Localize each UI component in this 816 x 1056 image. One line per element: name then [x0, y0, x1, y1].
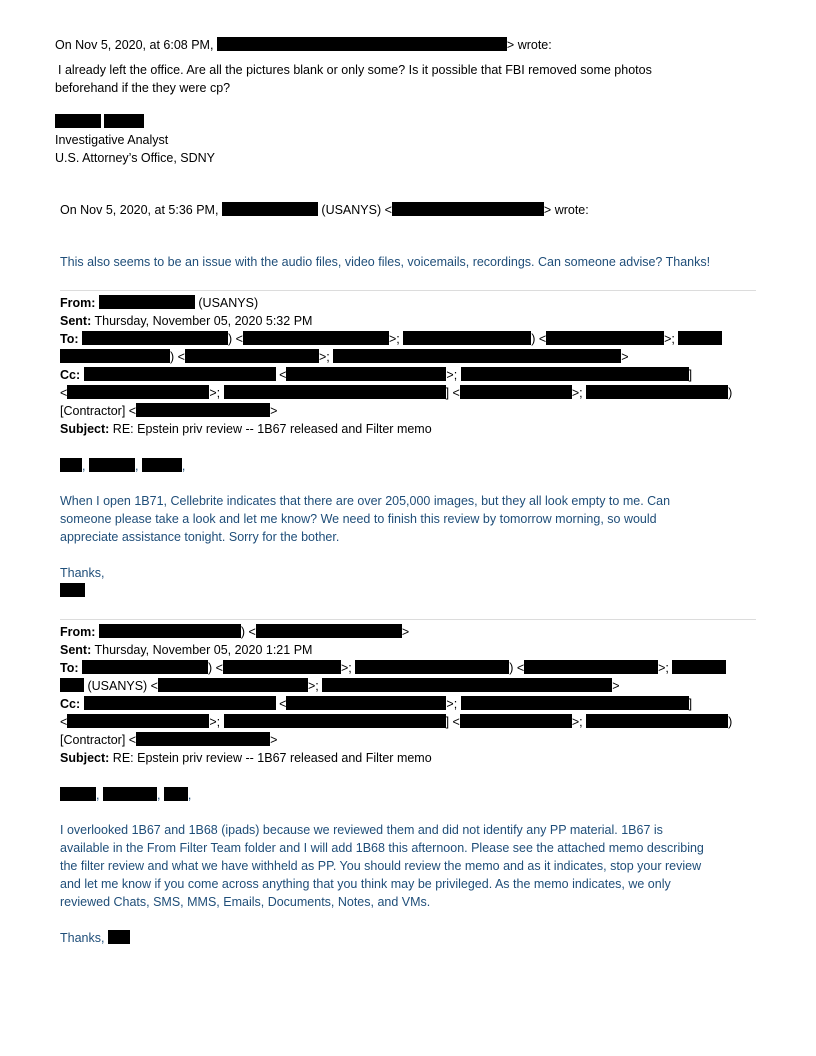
email1-body-line: When I open 1B71, Cellebrite indicates that there are over 205,000 images, but they all look empty to me. Can	[60, 494, 671, 508]
email2-to-label: To:	[60, 661, 79, 675]
email2-to-usanys: (USANYS) <	[87, 679, 158, 693]
email2-sent-label: Sent:	[60, 643, 92, 657]
reply2-header-mid: (USANYS) <	[321, 203, 392, 217]
reply1-header-suffix: > wrote:	[506, 38, 552, 52]
reply1-signature-title: Investigative Analyst	[55, 133, 169, 147]
redaction	[185, 349, 319, 363]
redaction	[546, 331, 664, 345]
redaction	[158, 678, 308, 692]
email2-body-line: reviewed Chats, SMS, MMS, Emails, Documents, Notes, and VMs.	[60, 895, 431, 909]
redaction	[108, 930, 130, 944]
redaction	[223, 660, 341, 674]
email2-from: From: ) < >	[60, 625, 410, 639]
reply2-header-suffix: > wrote:	[543, 203, 589, 217]
email1-cc-cont: < >; ] < >; )	[60, 386, 733, 400]
redaction	[392, 202, 544, 216]
email2-from-label: From:	[60, 625, 96, 639]
redaction	[60, 583, 85, 597]
redaction	[60, 787, 96, 801]
email2-subject-value: RE: Epstein priv review -- 1B67 released and Filter memo	[112, 751, 432, 765]
redaction	[256, 624, 402, 638]
redaction	[403, 331, 531, 345]
email1-from	[60, 294, 258, 312]
email1-body-line: appreciate assistance tonight. Sorry for the bother.	[60, 530, 340, 544]
redaction	[222, 202, 318, 216]
reply2-body: This also seems to be an issue with the audio files, video files, voicemails, recordings. Can someone advise? Thanks!	[60, 255, 711, 269]
reply1-header	[55, 36, 552, 54]
divider	[60, 290, 756, 291]
redaction	[67, 385, 209, 399]
email1-subject-value: RE: Epstein priv review -- 1B67 released and Filter memo	[112, 422, 432, 436]
redaction	[286, 696, 446, 710]
redaction	[586, 385, 728, 399]
email2-cc: Cc: < >; ]	[60, 697, 693, 711]
redaction	[84, 367, 276, 381]
reply1-body-line: beforehand if the they were cp?	[55, 81, 231, 95]
email1-signature	[60, 582, 85, 600]
redaction	[60, 678, 84, 692]
email2-cc-cont: < >; ] < >; )	[60, 715, 733, 729]
email2-subject-label: Subject:	[60, 751, 110, 765]
email1-sent-label: Sent:	[60, 314, 92, 328]
email2-subject	[60, 749, 432, 767]
redaction	[524, 660, 658, 674]
email2-to: To: ) < >; ) < >;	[60, 659, 726, 677]
email2-thanks: Thanks,	[60, 931, 105, 945]
redaction	[461, 367, 689, 381]
email1-to-label: To:	[60, 332, 79, 346]
email1-contractor-label: [Contractor] <	[60, 404, 137, 418]
email1-body-line: someone please take a look and let me know? We need to finish this review by tomorrow morning, so would	[60, 512, 657, 526]
redaction	[55, 114, 101, 128]
redaction	[84, 696, 276, 710]
redaction	[82, 331, 228, 345]
email1-thanks: Thanks,	[60, 566, 105, 580]
email1-contractor: [Contractor] < >	[60, 404, 278, 418]
email2-contractor-label: [Contractor] <	[60, 733, 137, 747]
redaction	[103, 787, 157, 801]
redaction	[67, 714, 209, 728]
email2-body-line: the filter review and what we have withheld as PP. You should review the memo and as it indicates, stop your review	[60, 859, 702, 873]
email1-cc: Cc: < >; ]	[60, 368, 693, 382]
redaction	[142, 458, 182, 472]
redaction	[224, 385, 446, 399]
email1-from-label: From:	[60, 296, 96, 310]
email2-body-line: and let me know if you come across anything that you think may be privileged. As the memo indicates, we only	[60, 877, 671, 891]
email2-greeting: , , ,	[60, 786, 191, 804]
redaction	[461, 696, 689, 710]
redaction	[243, 331, 389, 345]
redaction	[60, 458, 82, 472]
redaction	[60, 349, 170, 363]
redaction	[89, 458, 135, 472]
email2-contractor: [Contractor] < >	[60, 733, 278, 747]
divider	[60, 619, 756, 620]
reply1-header-prefix: On Nov 5, 2020, at 6:08 PM,	[55, 38, 214, 52]
email1-subject-label: Subject:	[60, 422, 110, 436]
email1-sent-value: Thursday, November 05, 2020 5:32 PM	[94, 314, 313, 328]
redaction	[672, 660, 726, 674]
reply1-body-line: I already left the office. Are all the pictures blank or only some? Is it possible that FBI removed some photos	[58, 63, 652, 77]
email1-greeting: , , ,	[60, 457, 185, 475]
redaction	[136, 732, 270, 746]
email1-to-cont: ) < >; >	[60, 348, 629, 366]
redaction	[164, 787, 188, 801]
email1-cc-label: Cc:	[60, 368, 81, 382]
redaction	[460, 385, 572, 399]
email2-thanks-line	[60, 929, 130, 947]
redaction	[224, 714, 446, 728]
redaction	[82, 660, 208, 674]
email2-cc-label: Cc:	[60, 697, 81, 711]
redaction	[355, 660, 509, 674]
redaction	[460, 714, 572, 728]
redaction	[322, 678, 612, 692]
redaction	[678, 331, 722, 345]
email1-to: To: ) < >; ) < >;	[60, 330, 722, 348]
reply2-header-prefix: On Nov 5, 2020, at 5:36 PM,	[60, 203, 219, 217]
email2-to-cont: (USANYS) < >; >	[60, 677, 620, 695]
redaction	[99, 295, 195, 309]
email1-sent	[60, 312, 312, 330]
redaction	[586, 714, 728, 728]
reply1-signature-office: U.S. Attorney’s Office, SDNY	[55, 151, 216, 165]
reply1-signature-name	[55, 113, 144, 131]
email2-body-line: available in the From Filter Team folder and I will add 1B68 this afternoon. Please see the attached memo describing	[60, 841, 704, 855]
email2-sent	[60, 641, 312, 659]
redaction	[136, 403, 270, 417]
redaction	[333, 349, 621, 363]
email1-from-suffix: (USANYS)	[198, 296, 259, 310]
email2-sent-value: Thursday, November 05, 2020 1:21 PM	[94, 643, 313, 657]
redaction	[99, 624, 241, 638]
redaction	[217, 37, 507, 51]
reply2-header	[60, 201, 589, 219]
email1-subject	[60, 420, 432, 438]
redaction	[286, 367, 446, 381]
email2-body-line: I overlooked 1B67 and 1B68 (ipads) because we reviewed them and did not identify any PP material. 1B67 is	[60, 823, 663, 837]
redaction	[104, 114, 144, 128]
